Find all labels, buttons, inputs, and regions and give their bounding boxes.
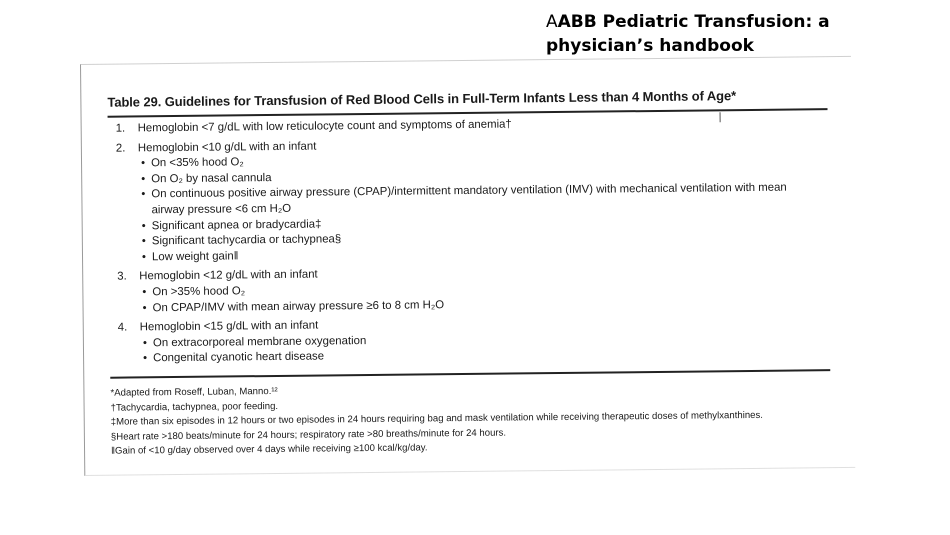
footnotes	[110, 379, 831, 460]
item-text: Hemoglobin <7 g/dL with low reticulocyte count and symptoms of anemia†	[137, 118, 512, 135]
footnote: †Tachycardia, tachypnea, poor feeding.	[110, 400, 279, 414]
bullet-item: • Low weight gain‖	[141, 250, 239, 264]
footnote: ‖Gain of <10 g/day observed over 4 days while receiving ≥100 kcal/kg/day.	[111, 442, 428, 458]
footnote: *Adapted from Roseff, Luban, Manno.¹²	[110, 385, 278, 399]
bullet-item: • Significant tachycardia or tachypnea§	[141, 233, 342, 248]
bullet-item: • On <35% hood O₂	[140, 156, 244, 170]
bullet-item: • Congenital cyanotic heart disease	[143, 350, 325, 365]
table-title: Table 29. Guidelines for Transfusion of Red Blood Cells in Full-Term Infants Less than 4 Months of Age*	[107, 88, 737, 110]
item-text: Hemoglobin <15 g/dL with an infant	[139, 319, 319, 334]
guideline-item	[116, 114, 816, 137]
guideline-list	[116, 114, 819, 371]
guideline-item	[116, 134, 817, 266]
item-number: 3.	[117, 270, 127, 283]
item-number: 2.	[115, 142, 126, 155]
slide-title-lead: A	[546, 12, 558, 32]
scanned-table-image	[80, 56, 855, 476]
bullet-item: • On CPAP/IMV with mean airway pressure ≥6 to 8 cm H₂O	[142, 298, 445, 314]
guideline-item	[118, 313, 818, 367]
bullet-item: • On extracorporeal membrane oxygenation	[142, 334, 367, 350]
item-number: 1.	[115, 122, 126, 135]
item-number: 4.	[117, 321, 128, 334]
guideline-item	[117, 263, 817, 317]
table-bottom-rule	[110, 369, 830, 379]
bullet-item: • On O₂ by nasal cannula	[141, 171, 272, 186]
bullet-item: • On continuous positive airway pressure (CPAP)/intermittent mandatory ventilation (IMV) with mechanical ventilation with mean airway pressure <6 cm H₂O	[141, 181, 787, 217]
bullet-item: • On >35% hood O₂	[142, 285, 246, 299]
footnote: §Heart rate >180 beats/minute for 24 hours; respiratory rate >80 breaths/minute for 24 hours.	[110, 427, 507, 443]
item-text: Hemoglobin <12 g/dL with an infant	[139, 268, 318, 283]
slide-title-text: ABB Pediatric Transfusion: a physician’s handbook	[546, 12, 830, 56]
footnote: ‡More than six episodes in 12 hours or two episodes in 24 hours requiring bag and mask ventilation while receiving therapeutic doses of methylxanthines.	[110, 410, 763, 428]
item-text: Hemoglobin <10 g/dL with an infant	[137, 140, 317, 154]
bullet-item: • Significant apnea or bradycardia‡	[141, 218, 322, 232]
slide-title	[546, 10, 876, 58]
